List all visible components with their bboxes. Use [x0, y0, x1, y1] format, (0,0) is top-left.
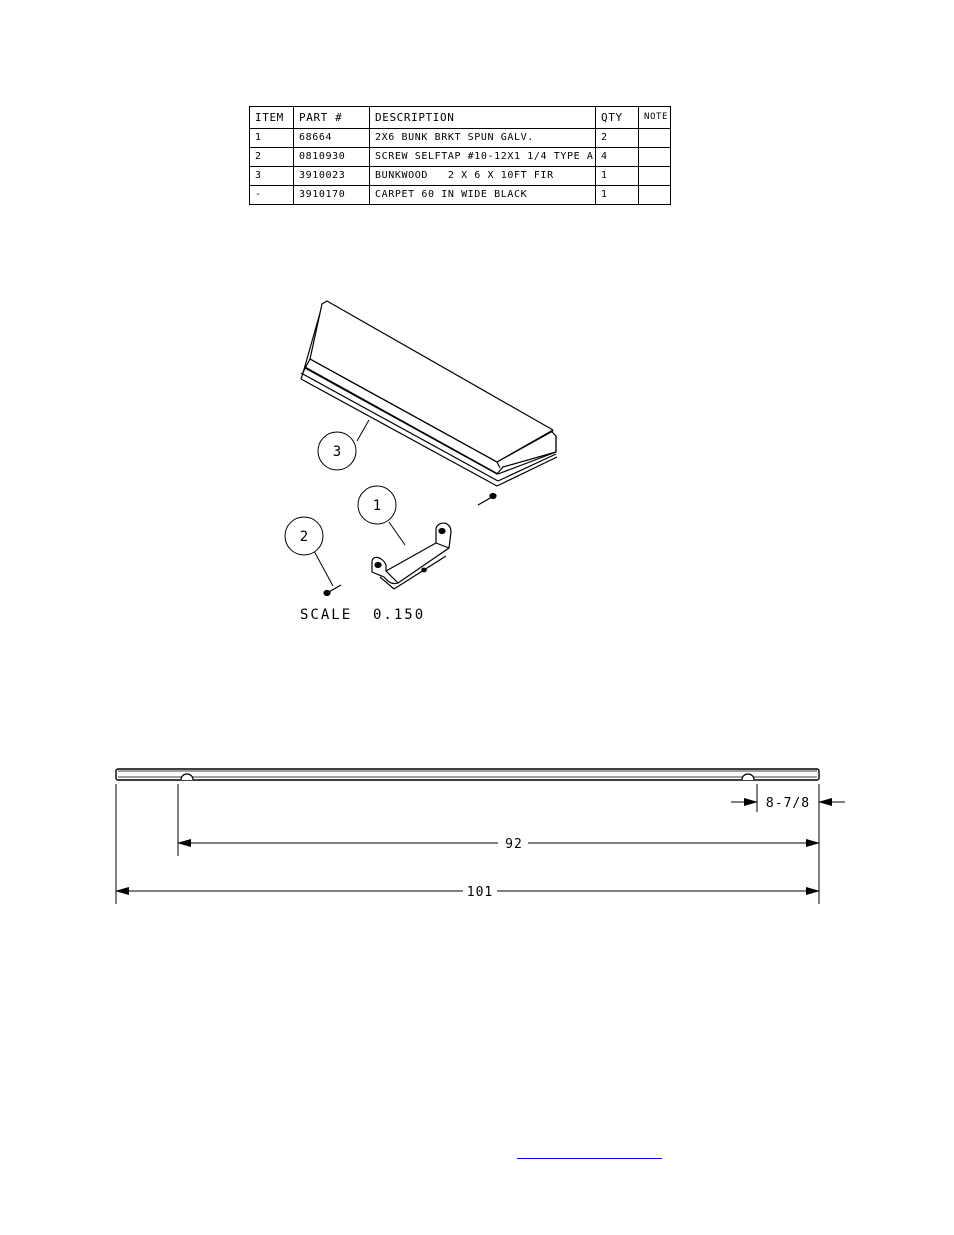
bom-cell-item: - — [250, 186, 294, 205]
dimension-offset-label: 8-7/8 — [765, 796, 811, 811]
dimension-overall-length-label: 101 — [466, 885, 494, 900]
bom-cell-part: 3910023 — [294, 167, 370, 186]
bunk-board-elevation — [116, 769, 819, 780]
bom-cell-description: 2X6 BUNK BRKT SPUN GALV. — [370, 129, 596, 148]
bom-cell-description: CARPET 60 IN WIDE BLACK — [370, 186, 596, 205]
balloon-3-label: 3 — [332, 444, 342, 460]
leader-line-1 — [389, 522, 405, 545]
bom-cell-description: SCREW SELFTAP #10-12X1 1/4 TYPE A — [370, 148, 596, 167]
scale-label: SCALE 0.150 — [300, 607, 426, 623]
bom-cell-part: 3910170 — [294, 186, 370, 205]
bom-cell-description: BUNKWOOD 2 X 6 X 10FT FIR — [370, 167, 596, 186]
balloon-1-label: 1 — [372, 498, 382, 514]
bom-cell-part: 0810930 — [294, 148, 370, 167]
bom-header-qty: QTY — [596, 107, 639, 129]
bom-cell-item: 3 — [250, 167, 294, 186]
bom-header-item: ITEM — [250, 107, 294, 129]
bunk-bracket-isometric — [372, 523, 451, 589]
leader-line-2 — [314, 551, 333, 586]
leader-line-3 — [357, 420, 369, 441]
balloon-2-label: 2 — [299, 529, 309, 545]
bom-cell-qty: 4 — [596, 148, 639, 167]
bom-cell-item: 1 — [250, 129, 294, 148]
bom-cell-qty: 1 — [596, 186, 639, 205]
screw-upper — [478, 494, 496, 506]
hyperlink-underline[interactable] — [517, 1158, 662, 1159]
bom-cell-qty: 1 — [596, 167, 639, 186]
bom-header-note: NOTE — [639, 107, 671, 129]
bom-cell-qty: 2 — [596, 129, 639, 148]
bom-header-description: DESCRIPTION — [370, 107, 596, 129]
screw-lower — [324, 585, 341, 596]
bom-cell-part: 68664 — [294, 129, 370, 148]
dimension-hole-spacing-label: 92 — [505, 837, 523, 852]
bom-header-part: PART # — [294, 107, 370, 129]
bom-cell-item: 2 — [250, 148, 294, 167]
